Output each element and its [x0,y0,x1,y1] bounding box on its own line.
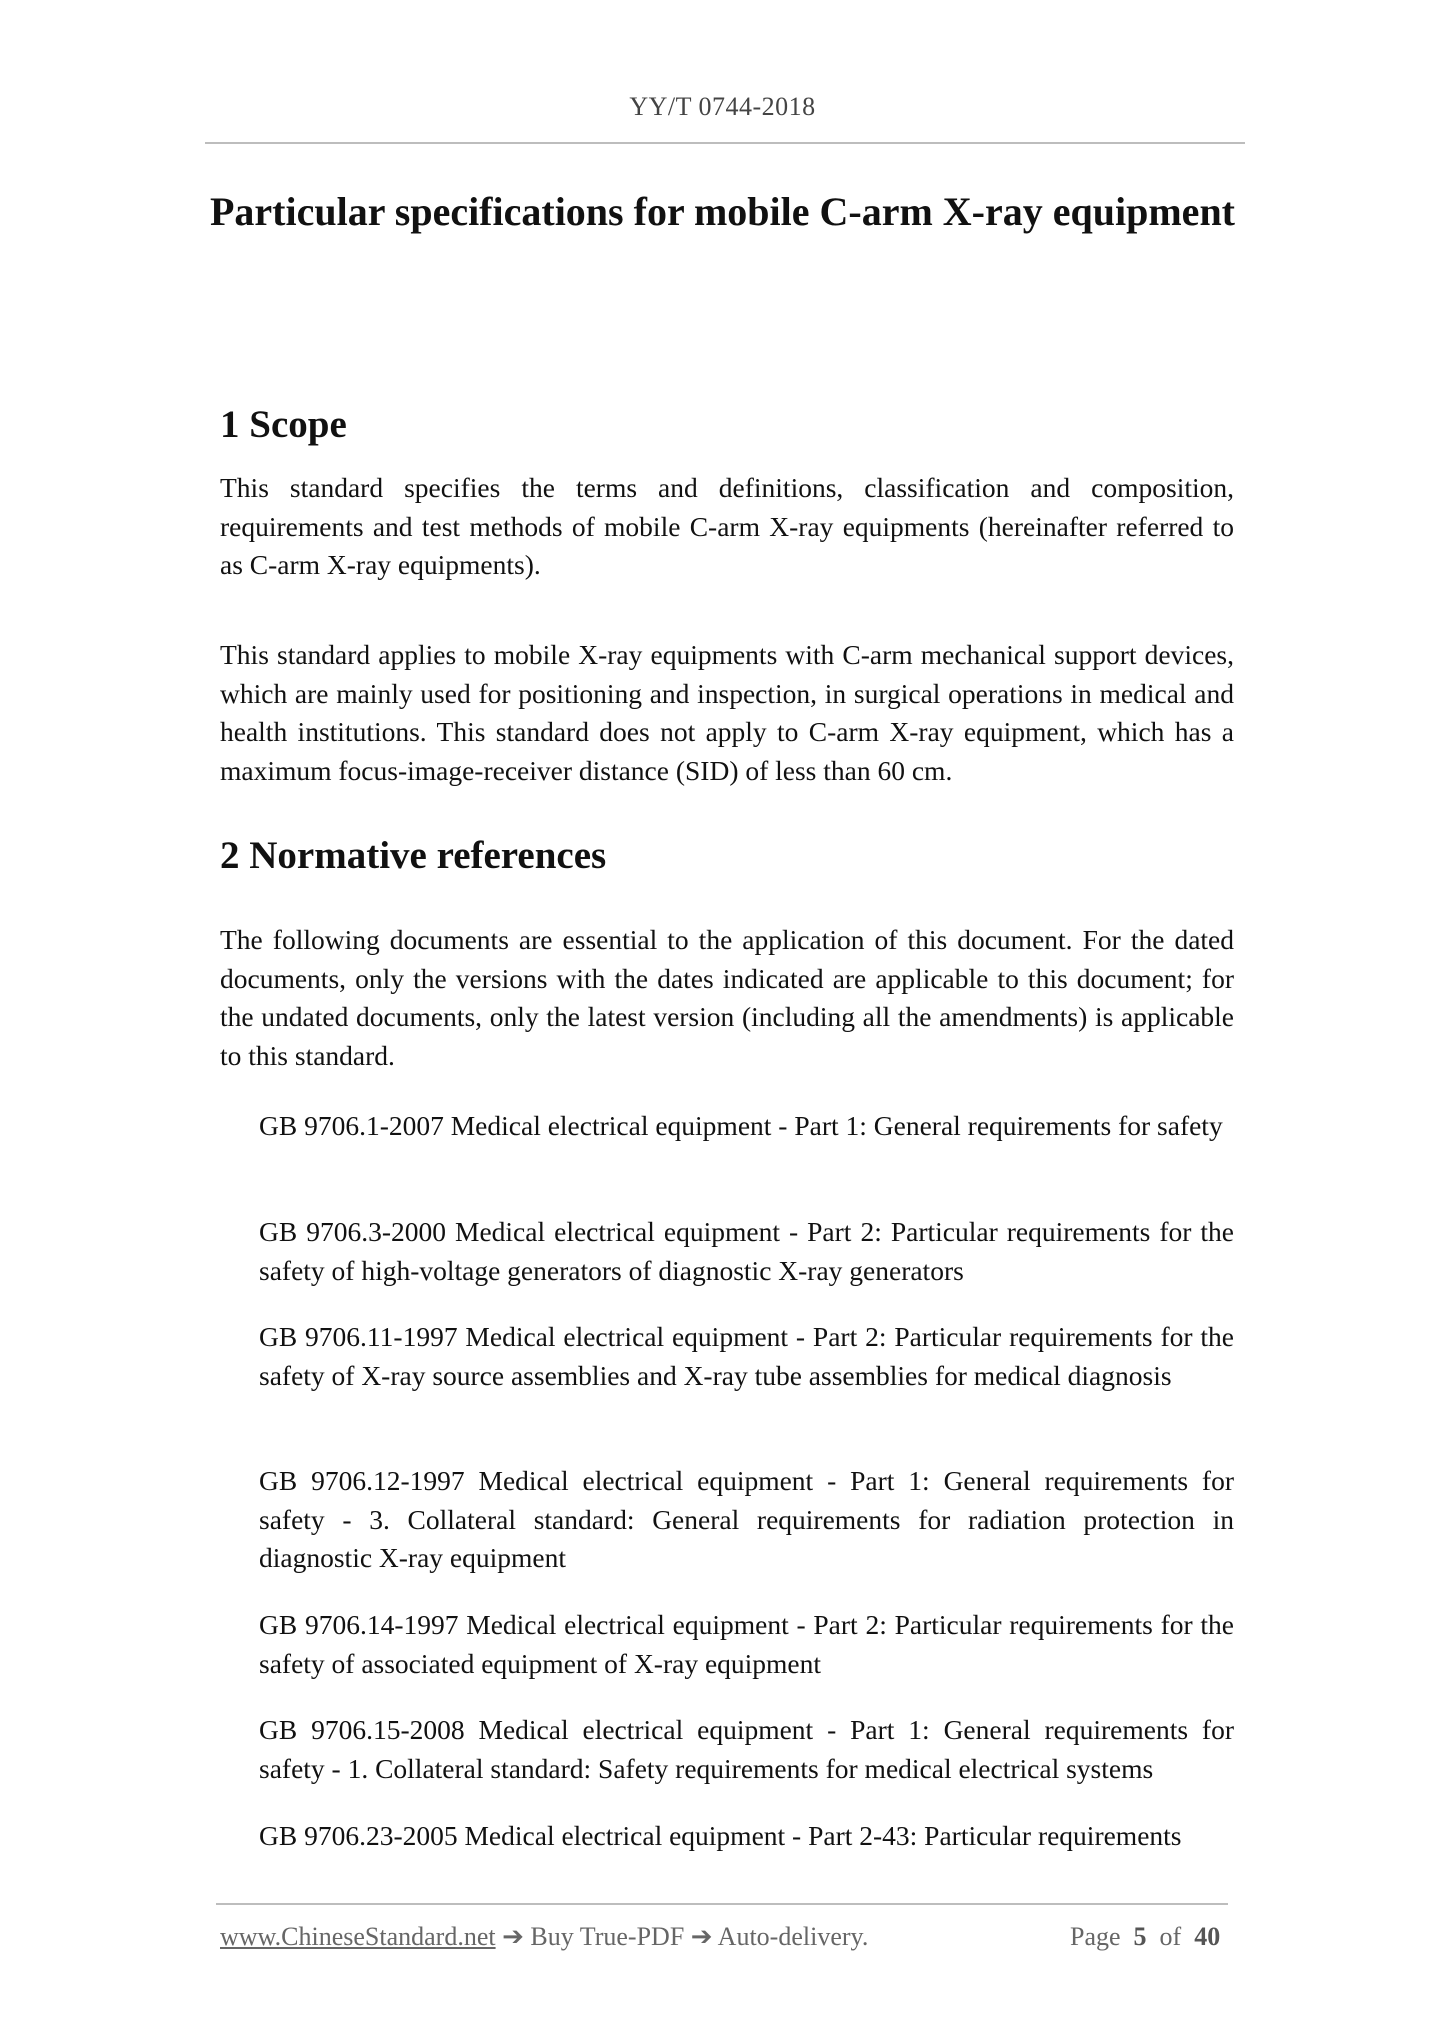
document-title: Particular specifications for mobile C-arm X-ray equipment [209,189,1236,234]
reference-item: GB 9706.14-1997 Medical electrical equipment - Part 2: Particular requirements for the safety of associated equipment of X-ray equipment [259,1609,1234,1679]
scope-paragraph-2: This standard applies to mobile X-ray equipments with C-arm mechanical support devices, which are mainly used for positioning and inspection, in surgical operations in medical and health institutions. This standard does not apply to C-arm X-ray equipment, which has a maximum focus-image-receiver distance (SID) of less than 60 cm. [220,639,1234,786]
buy-true-pdf-text: Buy True-PDF [530,1922,685,1951]
reference-item: GB 9706.11-1997 Medical electrical equipment - Part 2: Particular requirements for the safety of X-ray source assemblies and X-ray tube assemblies for medical diagnosis [259,1321,1234,1391]
arrow-right-icon: ➔ [502,1922,524,1951]
arrow-right-icon: ➔ [690,1922,713,1951]
auto-delivery-text: Auto-delivery. [717,1922,869,1951]
page-current: 5 [1133,1922,1147,1951]
header-divider [205,142,1245,144]
page-label: Page [1070,1922,1121,1951]
reference-item: GB 9706.1-2007 Medical electrical equipment - Part 1: General requirements for safety [259,1110,1223,1141]
reference-item: GB 9706.12-1997 Medical electrical equipment - Part 1: General requirements for safety - 3. Collateral standard: General requirements for radiation protection in diagnostic X-ray equipment [259,1465,1234,1573]
reference-item: GB 9706.23-2005 Medical electrical equipment - Part 2-43: Particular requirements [259,1820,1182,1851]
footer-divider [216,1903,1228,1905]
page-number [1070,1922,1220,1952]
reference-item: GB 9706.3-2000 Medical electrical equipment - Part 2: Particular requirements for the safety of high-voltage generators of diagnostic X-ray generators [259,1216,1234,1286]
footer-promo [220,1922,868,1952]
header-doc-code: YY/T 0744-2018 [629,92,816,121]
section-heading-scope: 1 Scope [220,403,347,446]
normative-intro: The following documents are essential to the application of this document. For the dated documents, only the versions with the dates indicated are applicable to this document; for the undated documents, only the latest version (including all the amendments) is applicable to this standard. [220,924,1234,1071]
page-of-label: of [1159,1922,1182,1951]
scope-paragraph-1: This standard specifies the terms and definitions, classification and composition, requirements and test methods of mobile C-arm X-ray equipments (hereinafter referred to as C-arm X-ray equipments). [220,472,1234,580]
page-total: 40 [1194,1922,1221,1951]
site-link[interactable]: www.ChineseStandard.net [220,1922,496,1951]
reference-item: GB 9706.15-2008 Medical electrical equipment - Part 1: General requirements for safety - 1. Collateral standard: Safety requirements for medical electrical systems [259,1714,1234,1784]
section-heading-normative: 2 Normative references [220,834,607,877]
